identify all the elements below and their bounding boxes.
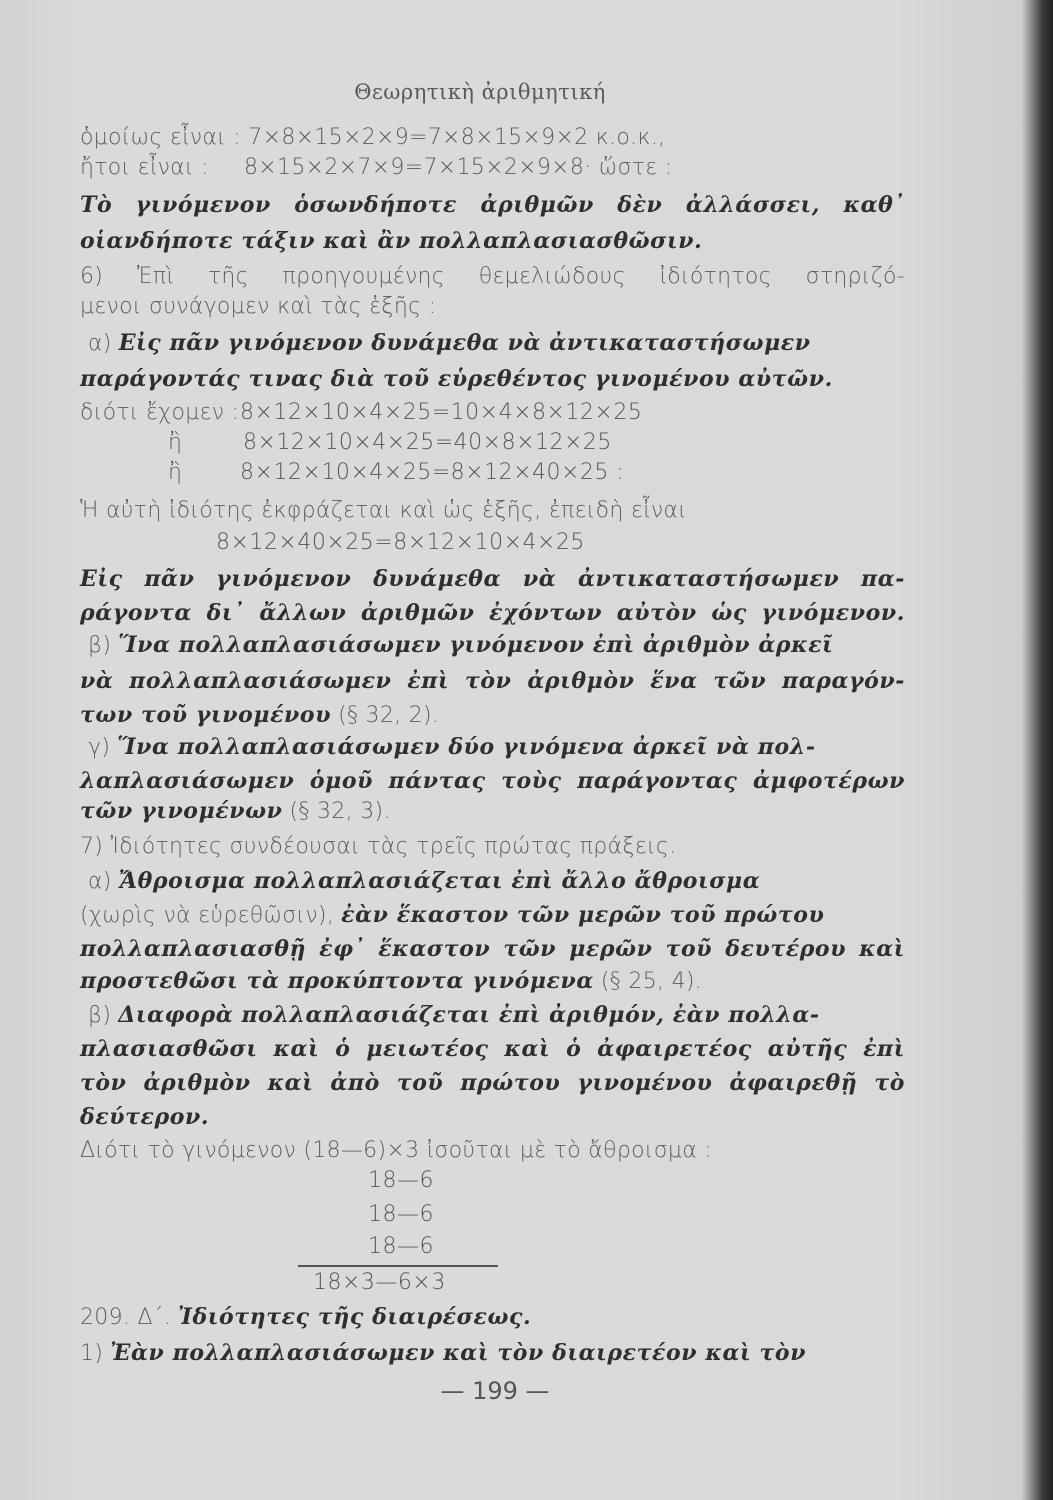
text-span: ἢ xyxy=(168,460,183,485)
theorem-line: ράγοντα δι᾽ ἄλλων ἀριθμῶν ἐχόντων αὐτὸν ὡς γινόμενον. xyxy=(80,600,905,626)
theorem-line: τὸν ἀριθμὸν καὶ ἀπὸ τοῦ πρώτου γινομένου ἀφαιρεθῇ τὸ xyxy=(80,1070,905,1096)
text-span: (χωρὶς νὰ εὑρεθῶσιν), xyxy=(80,903,335,928)
text-line xyxy=(80,328,905,359)
text-line xyxy=(80,1000,905,1031)
page-number: — 199 — xyxy=(440,1377,550,1405)
item-label: α) xyxy=(88,331,112,356)
theorem-text: των τοῦ γινομένου xyxy=(80,702,332,728)
theorem-line: παράγοντάς τινας διὰ τοῦ εὑρεθέντος γινομένου αὐτῶν. xyxy=(80,366,833,392)
formula: 8×12×10×4×25=8×12×40×25 : xyxy=(240,460,625,485)
equation-line xyxy=(80,398,905,428)
theorem-text: Ἄθροισμα πολλαπλασιάζεται ἐπὶ ἄλλο ἄθροισμα xyxy=(118,868,761,894)
item-label: γ) xyxy=(88,735,111,760)
text-line: Διότι τὸ γινόμενον (18—6)×3 ἰσοῦται μὲ τὸ ἄθροισμα : xyxy=(80,1138,713,1163)
text-line xyxy=(80,866,905,897)
theorem-text: Ἵνα πολλαπλασιάσωμεν δύο γινόμενα ἀρκεῖ νὰ πολ- xyxy=(117,734,816,760)
text-line xyxy=(80,153,905,183)
theorem-line: λαπλασιάσωμεν ὁμοῦ πάντας τοὺς παράγοντας ἀμφοτέρων xyxy=(80,768,905,794)
sum-rule xyxy=(298,1265,498,1267)
text-line: 6) Ἐπὶ τῆς προηγουμένης θεμελιώδους ἰδιότητος στηριζό- xyxy=(80,264,905,289)
section-title: Ἰδιότητες τῆς διαιρέσεως. xyxy=(178,1304,532,1330)
text-line: 7) Ἰδιότητες συνδέουσαι τὰς τρεῖς πρώτας πράξεις. xyxy=(80,834,677,859)
item-label: 1) xyxy=(80,1341,104,1366)
theorem-text: Εἰς πᾶν γινόμενον δυνάμεθα νὰ ἀντικαταστήσωμεν xyxy=(118,330,811,356)
item-label: β) xyxy=(88,633,112,658)
theorem-line: οἱανδήποτε τάξιν καὶ ἂν πολλαπλασιασθῶσιν. xyxy=(80,228,703,254)
formula: 8×15×2×7×9=7×15×2×9×8· ὥστε : xyxy=(244,155,673,180)
sum-term: 18—6 xyxy=(368,1168,434,1193)
text-line xyxy=(80,966,905,997)
section-number: 209. Δ΄. xyxy=(80,1305,172,1330)
theorem-text: Ἐὰν πολλαπλασιάσωμεν καὶ τὸν διαιρετέον καὶ τὸν xyxy=(110,1340,807,1366)
theorem-line: Τὸ γινόμενον ὁσωνδήποτε ἀριθμῶν δὲν ἀλλάσσει, καθ᾽ xyxy=(80,192,905,218)
theorem-text: Ἵνα πολλαπλασιάσωμεν γινόμενον ἐπὶ ἀριθμὸν ἀρκεῖ xyxy=(118,632,834,658)
reference: (§ 32, 2). xyxy=(338,703,440,728)
text-line xyxy=(80,700,905,731)
text-line: Ἡ αὐτὴ ἰδιότης ἐκφράζεται καὶ ὡς ἑξῆς, ἐπειδὴ εἶναι xyxy=(80,498,688,523)
text-span: ἢ xyxy=(168,430,183,455)
formula: 8×12×10×4×25=10×4×8×12×25 xyxy=(240,400,643,425)
item-label: β) xyxy=(88,1003,112,1028)
theorem-line: δεύτερον. xyxy=(80,1104,210,1130)
theorem-line: Εἰς πᾶν γινόμενον δυνάμεθα νὰ ἀντικαταστήσωμεν πα- xyxy=(80,566,905,592)
text-line: μενοι συνάγομεν καὶ τὰς ἑξῆς : xyxy=(80,294,437,319)
theorem-line: νὰ πολλαπλασιάσωμεν ἐπὶ τὸν ἀριθμὸν ἕνα τῶν παραγόν- xyxy=(80,668,905,694)
sum-result: 18×3—6×3 xyxy=(313,1270,446,1295)
text-line xyxy=(80,796,905,827)
sum-term: 18—6 xyxy=(368,1234,434,1259)
theorem-line: πολλαπλασιασθῇ ἐφ᾽ ἕκαστον τῶν μερῶν τοῦ δευτέρου καὶ xyxy=(80,936,905,962)
text-line xyxy=(80,630,905,661)
theorem-text: ἐὰν ἕκαστον τῶν μερῶν τοῦ πρώτου xyxy=(341,902,825,928)
formula: 8×12×40×25=8×12×10×4×25 xyxy=(216,530,585,555)
text-line xyxy=(80,900,905,931)
running-header: Θεωρητικὴ ἀριθμητική xyxy=(354,80,606,104)
section-heading xyxy=(80,1302,905,1333)
theorem-text: Διαφορὰ πολλαπλασιάζεται ἐπὶ ἀριθμόν, ἐὰν πολλα- xyxy=(118,1002,820,1028)
formula: 8×12×10×4×25=40×8×12×25 xyxy=(243,430,612,455)
sum-term: 18—6 xyxy=(368,1202,434,1227)
reference: (§ 25, 4). xyxy=(600,969,703,994)
text-span: ἤτοι εἶναι : xyxy=(80,155,209,180)
text-line xyxy=(80,1338,905,1369)
text-line xyxy=(80,732,905,763)
theorem-text: προστεθῶσι τὰ προκύπτοντα γινόμενα xyxy=(80,968,594,994)
text-line: ὁμοίως εἶναι : 7×8×15×2×9=7×8×15×9×2 κ.ο.κ., xyxy=(80,125,666,150)
text-span: διότι ἔχομεν : xyxy=(80,400,240,425)
theorem-line: πλασιασθῶσι καὶ ὁ μειωτέος καὶ ὁ ἀφαιρετέος αὐτῆς ἐπὶ xyxy=(80,1036,905,1062)
theorem-text: τῶν γινομένων xyxy=(80,798,283,824)
reference: (§ 32, 3). xyxy=(289,799,391,824)
item-label: α) xyxy=(88,869,112,894)
